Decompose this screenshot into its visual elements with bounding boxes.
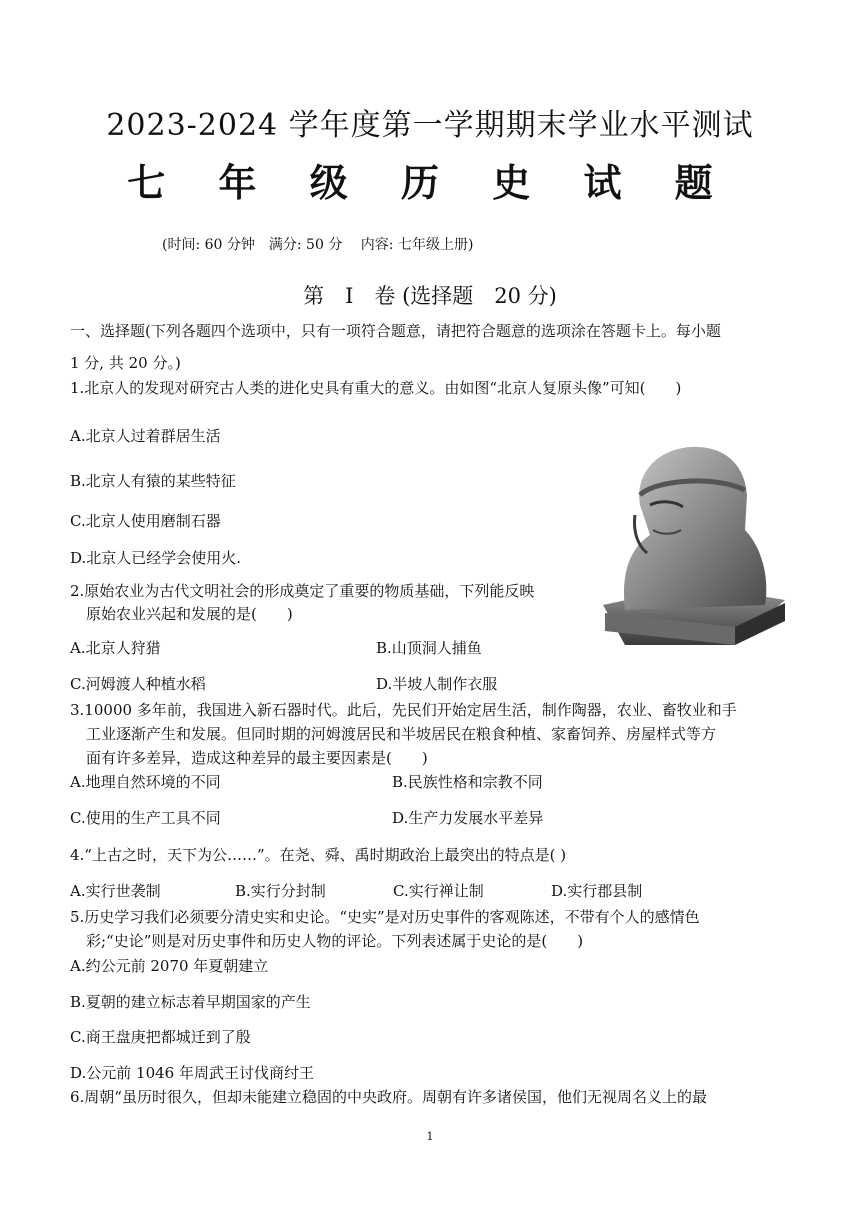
q3-stem-line-3: 面有许多差异，造成这种差异的最主要因素是( ) <box>86 749 428 767</box>
exam-title: 2023-2024 学年度第一学期期末学业水平测试 <box>106 108 754 143</box>
exam-meta: (时间: 60 分钟 满分: 50 分 内容: 七年级上册) <box>162 237 474 253</box>
q5-stem-line-2: 彩;“史论”则是对历史事件和历史人物的评论。下列表述属于史论的是( ) <box>86 932 584 950</box>
q3-stem-line-1: 3.10000 多年前，我国进入新石器时代。此后，先民们开始定居生活，制作陶器，农业、畜牧业和手 <box>70 701 737 719</box>
q3-stem-line-2: 工业逐渐产生和发展。但同时期的河姆渡居民和半坡居民在粮食种植、家畜饲养、房屋样式等方 <box>86 725 717 743</box>
page-number: 1 <box>426 1130 434 1143</box>
peking-man-bust-image <box>595 435 787 650</box>
q5-option-a: A.约公元前 2070 年夏朝建立 <box>70 957 269 975</box>
q1-option-d: D.北京人已经学会使用火. <box>70 549 242 567</box>
q4-option-b: B.实行分封制 <box>235 882 326 900</box>
q2-option-d: D.半坡人制作衣服 <box>376 675 498 693</box>
q3-option-b: B.民族性格和宗教不同 <box>392 773 543 791</box>
q1-stem: 1.北京人的发现对研究古人类的进化史具有重大的意义。由如图“北京人复原头像”可知( ) <box>70 379 682 397</box>
exam-subtitle: 七 年 级 历 史 试 题 <box>127 160 733 205</box>
q5-option-d: D.公元前 1046 年周武王讨伐商纣王 <box>70 1064 314 1082</box>
q3-option-c: C.使用的生产工具不同 <box>70 809 221 827</box>
q1-option-c: C.北京人使用磨制石器 <box>70 512 221 530</box>
instructions-line-2: 1 分, 共 20 分。) <box>70 354 181 372</box>
q3-option-a: A.地理自然环境的不同 <box>70 773 221 791</box>
q3-option-d: D.生产力发展水平差异 <box>392 809 544 827</box>
q4-stem: 4.“上古之时，天下为公……”。在尧、舜、禹时期政治上最突出的特点是( ) <box>70 846 567 864</box>
q5-stem-line-1: 5.历史学习我们必须要分清史实和史论。“史实”是对历史事件的客观陈述，不带有个人的感情色 <box>70 908 700 926</box>
q2-option-a: A.北京人狩猎 <box>70 639 161 657</box>
q5-option-b: B.夏朝的建立标志着早期国家的产生 <box>70 993 311 1011</box>
q4-option-d: D.实行郡县制 <box>551 882 643 900</box>
q6-stem: 6.周朝“虽历时很久，但却未能建立稳固的中央政府。周朝有许多诸侯国，他们无视周名义上的最 <box>70 1088 707 1106</box>
q2-option-b: B.山顶洞人捕鱼 <box>376 639 482 657</box>
q2-stem-line-1: 2.原始农业为古代文明社会的形成奠定了重要的物质基础，下列能反映 <box>70 582 535 600</box>
section-title: 第 I 卷 (选择题 20 分) <box>303 284 557 308</box>
q4-option-a: A.实行世袭制 <box>70 882 161 900</box>
q1-option-a: A.北京人过着群居生活 <box>70 427 221 445</box>
q2-stem-line-2: 原始农业兴起和发展的是( ) <box>86 605 293 623</box>
instructions-line-1: 一、选择题(下列各题四个选项中，只有一项符合题意，请把符合题意的选项涂在答题卡上。每小题 <box>70 322 721 340</box>
q4-option-c: C.实行禅让制 <box>393 882 484 900</box>
q2-option-c: C.河姆渡人种植水稻 <box>70 675 206 693</box>
q5-option-c: C.商王盘庚把都城迁到了殷 <box>70 1028 251 1046</box>
q1-option-b: B.北京人有猿的某些特征 <box>70 472 236 490</box>
